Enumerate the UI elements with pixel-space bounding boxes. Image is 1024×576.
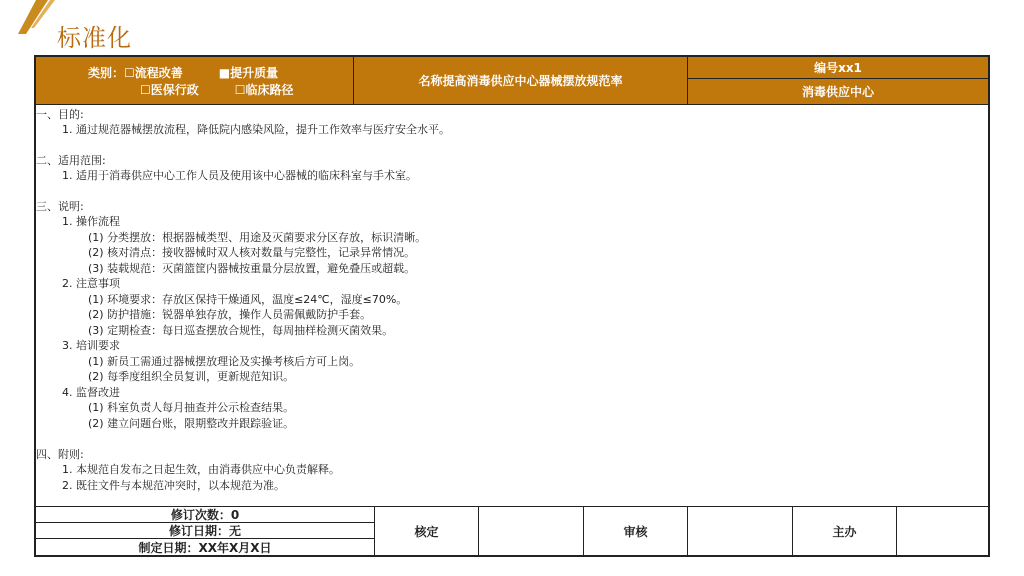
host-label: 主办: [793, 507, 897, 556]
description-item: (2) 核对清点：接收器械时双人核对数量与完整性，记录异常情况。: [88, 246, 416, 259]
description-item: (1) 环境要求：存放区保持干燥通风，温度≤24℃，湿度≤70%。: [88, 293, 408, 306]
category-cell: [36, 57, 354, 104]
description-item: (1) 科室负责人每月抽查并公示检查结果。: [88, 401, 295, 414]
revision-info: [36, 507, 375, 556]
description-heading-1: 1. 操作流程: [62, 215, 120, 228]
description-item: (3) 装载规范：灭菌篮筐内器械按重量分层放置，避免叠压或超载。: [88, 262, 416, 275]
description-heading-2: 2. 注意事项: [62, 277, 120, 290]
review-value: [688, 507, 793, 556]
host-value: [897, 507, 988, 556]
corner-decoration: [0, 0, 60, 40]
section-description-title: 三、说明:: [36, 200, 84, 213]
page-title: 标准化: [57, 24, 132, 52]
description-item: (3) 定期检查：每日巡查摆放合规性，每周抽样检测灭菌效果。: [88, 324, 394, 337]
section-appendix-title: 四、附则:: [36, 448, 84, 461]
scope-item-1: 1. 适用于消毒供应中心工作人员及使用该中心器械的临床科室与手术室。: [62, 169, 417, 182]
description-item: (2) 防护措施：锐器单独存放，操作人员需佩戴防护手套。: [88, 308, 372, 321]
category-line-2: ☐医保行政 ☐临床路径: [140, 83, 294, 97]
document-header: [36, 57, 988, 105]
revision-date: 修订日期：无: [36, 523, 374, 539]
document-number: 编号xx1: [688, 57, 988, 79]
category-line-1: 类别：☐流程改善 ■提升质量: [88, 66, 279, 80]
document-body: [36, 105, 988, 505]
section-scope-title: 二、适用范围:: [36, 154, 106, 167]
description-item: (1) 分类摆放：根据器械类型、用途及灭菌要求分区存放，标识清晰。: [88, 231, 427, 244]
document-footer: [36, 506, 988, 555]
department: 消毒供应中心: [801, 85, 874, 99]
standard-document: [34, 55, 990, 557]
appendix-item-1: 1. 本规范自发布之日起生效，由消毒供应中心负责解释。: [62, 463, 340, 476]
check-label: 核定: [375, 507, 479, 556]
section-purpose-title: 一、目的:: [36, 108, 84, 121]
revision-count: 修订次数：0: [36, 507, 374, 523]
purpose-item-1: 1. 通过规范器械摆放流程，降低院内感染风险，提升工作效率与医疗安全水平。: [62, 123, 450, 136]
review-label: 审核: [584, 507, 688, 556]
check-value: [479, 507, 584, 556]
appendix-item-2: 2. 既往文件与本规范冲突时，以本规范为准。: [62, 479, 285, 492]
description-item: (1) 新员工需通过器械摆放理论及实操考核后方可上岗。: [88, 355, 361, 368]
description-item: (2) 建立问题台账，限期整改并跟踪验证。: [88, 417, 295, 430]
created-date: 制定日期：XX年X月X日: [138, 540, 272, 555]
description-heading-3: 3. 培训要求: [62, 339, 120, 352]
description-heading-4: 4. 监督改进: [62, 386, 120, 399]
document-name: 名称提高消毒供应中心器械摆放规范率: [354, 57, 688, 104]
description-item: (2) 每季度组织全员复训，更新规范知识。: [88, 370, 295, 383]
